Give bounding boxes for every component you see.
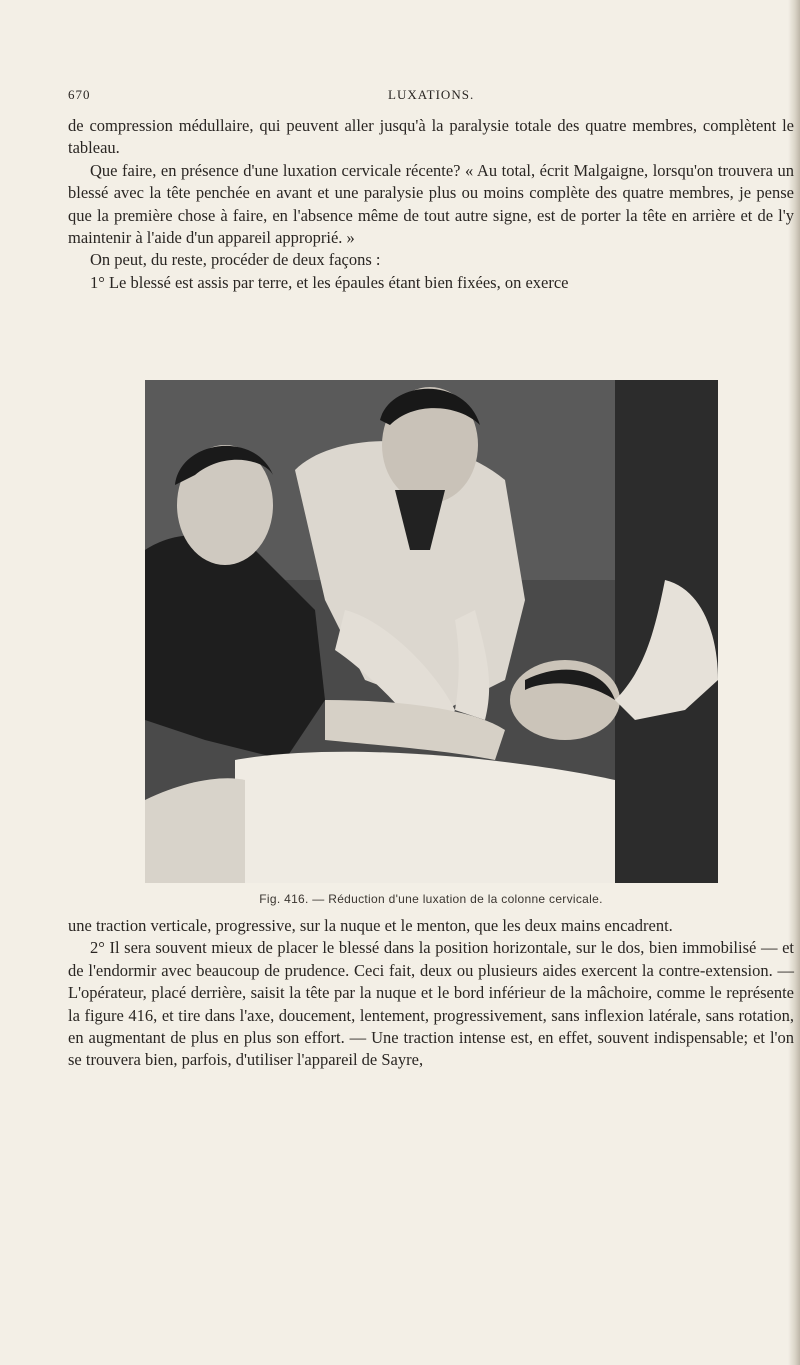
text-block-top [68, 115, 794, 294]
paragraph: une traction verticale, progressive, sur la nuque et le menton, que les deux mains encadrent. [68, 916, 673, 935]
page-number: 670 [68, 87, 91, 102]
paragraph: Que faire, en présence d'une luxation cervicale récente? « Au total, écrit Malgaigne, lorsqu'on trouvera un blessé avec la tête penchée en avant et une paralysie plus ou moins complète des quatre membres, je pense que la première chose à faire, en l'absence même de tout autre signe, est de porter la tête en arrière et de l'y maintenir à l'aide d'un appareil approprié. » [68, 160, 794, 248]
running-head [68, 87, 748, 107]
figure-caption: Fig. 416. — Réduction d'une luxation de la colonne cervicale. [259, 892, 603, 906]
paragraph: 1° Le blessé est assis par terre, et les épaules étant bien fixées, on exerce [90, 272, 569, 292]
running-title: LUXATIONS. [388, 87, 475, 102]
paragraph: de compression médullaire, qui peuvent aller jusqu'à la paralysie totale des quatre membres, complètent le tableau. [68, 116, 794, 158]
figure-photograph [145, 380, 718, 883]
paragraph: On peut, du reste, procéder de deux façons : [90, 250, 381, 270]
paragraph: 2° Il sera souvent mieux de placer le blessé dans la position horizontale, sur le dos, bien immobilisé — et de l'endormir avec beaucoup de prudence. Ceci fait, deux ou plusieurs aides exercent la contre-extension. — L'opérateur, placé derrière, saisit la tête par la nuque et le bord inférieur de la mâchoire, comme le représente la figure 416, et tire dans l'axe, doucement, lentement, progressivement, sans inflexion latérale, sans rotation, en augmentant de plus en plus son effort. — Une traction intense est, en effet, souvent indispensable; et l'on se trouvera bien, parfois, d'utiliser l'appareil de Sayre, [68, 938, 794, 1070]
text-block-bottom [68, 915, 794, 1072]
reduction-illustration [145, 380, 718, 883]
